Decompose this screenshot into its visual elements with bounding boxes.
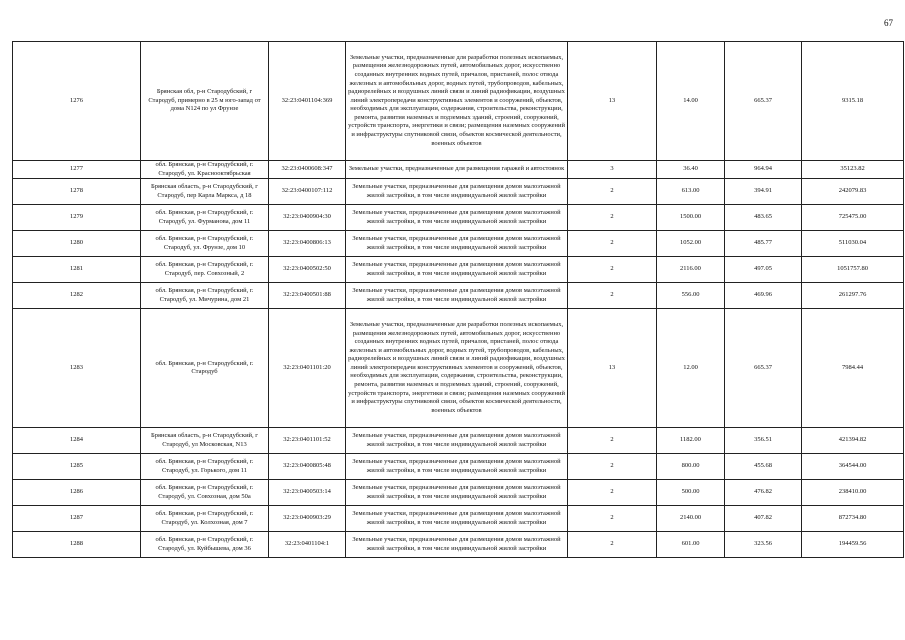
use-group-cell: 2: [568, 454, 657, 480]
land-use-cell: Земельные участки, предназначенные для размещения домов малоэтажной жилой застройки, в том числе индивидуальной жилой застройки: [346, 205, 568, 231]
cadastral-value-cell: 9315.18: [802, 42, 904, 161]
land-use-cell: Земельные участки, предназначенные для размещения домов малоэтажной жилой застройки, в том числе индивидуальной жилой застройки: [346, 532, 568, 558]
land-use-cell: Земельные участки, предназначенные для разработки полезных ископаемых, размещения железнодорожных путей, автомобильных дорог, искусственно созданных внутренних водных путей, причалов, пристаней, полос отвода железных и автомобильных дорог, водных путей, трубопроводов, кабельных, радиорелейных и воздушных линий связи и линий радиофикации, воздушных линий электропередачи конструктивных элементов и сооружений, объектов, необходимых для эксплуатации, содержания, строительства, реконструкции, ремонта, развития наземных и подземных зданий, строений, сооружений, устройств транспорта, энергетики и связи; размещения наземных сооружений и инфраструктуры спутниковой связи, объектов космической деятельности, военных объектов: [346, 42, 568, 161]
use-group-cell: 3: [568, 161, 657, 179]
cadastral-number-cell: 32:23:0400503:14: [269, 480, 346, 506]
area-cell: 800.00: [657, 454, 725, 480]
address-cell: обл. Брянская, р-н Стародубский, г. Стародуб, пер. Совхозный, 2: [141, 257, 269, 283]
cadastral-value-cell: 511030.04: [802, 231, 904, 257]
use-group-cell: 2: [568, 480, 657, 506]
address-cell: обл. Брянская, р-н Стародубский, г. Стародуб, ул. Горького, дом 11: [141, 454, 269, 480]
row-number: 1279: [13, 205, 141, 231]
use-group-cell: 2: [568, 283, 657, 309]
row-number: 1288: [13, 532, 141, 558]
cadastral-number-cell: 32:23:0401101:52: [269, 428, 346, 454]
specific-value-cell: 469.96: [725, 283, 802, 309]
cadastral-number-cell: 32:23:0401104:1: [269, 532, 346, 558]
address-cell: обл. Брянская, р-н Стародубский, г. Стародуб, ул. Колхозная, дом 7: [141, 506, 269, 532]
land-use-cell: Земельные участки, предназначенные для размещения гаражей и автостоянок: [346, 161, 568, 179]
use-group-cell: 2: [568, 231, 657, 257]
specific-value-cell: 356.51: [725, 428, 802, 454]
specific-value-cell: 407.82: [725, 506, 802, 532]
row-number: 1284: [13, 428, 141, 454]
cadastral-value-cell: 35123.82: [802, 161, 904, 179]
cadastral-number-cell: 32:23:0400903:29: [269, 506, 346, 532]
use-group-cell: 2: [568, 506, 657, 532]
land-use-cell: Земельные участки, предназначенные для размещения домов малоэтажной жилой застройки, в том числе индивидуальной жилой застройки: [346, 179, 568, 205]
row-number: 1281: [13, 257, 141, 283]
row-number: 1285: [13, 454, 141, 480]
specific-value-cell: 323.56: [725, 532, 802, 558]
row-number: 1282: [13, 283, 141, 309]
cadastral-number-cell: 32:23:0400501:88: [269, 283, 346, 309]
area-cell: 2140.00: [657, 506, 725, 532]
table-row: [13, 309, 904, 428]
table-row: [13, 42, 904, 161]
land-use-cell: Земельные участки, предназначенные для размещения домов малоэтажной жилой застройки, в том числе индивидуальной жилой застройки: [346, 257, 568, 283]
cadastral-number-cell: 32:23:0400904:30: [269, 205, 346, 231]
use-group-cell: 13: [568, 42, 657, 161]
land-use-cell: Земельные участки, предназначенные для размещения домов малоэтажной жилой застройки, в том числе индивидуальной жилой застройки: [346, 506, 568, 532]
area-cell: 36.40: [657, 161, 725, 179]
row-number: 1287: [13, 506, 141, 532]
land-use-cell: Земельные участки, предназначенные для размещения домов малоэтажной жилой застройки, в том числе индивидуальной жилой застройки: [346, 428, 568, 454]
table-row: [13, 179, 904, 205]
cadastral-value-cell: 261297.76: [802, 283, 904, 309]
area-cell: 1052.00: [657, 231, 725, 257]
cadastral-value-cell: 194459.56: [802, 532, 904, 558]
table-row: [13, 257, 904, 283]
area-cell: 14.00: [657, 42, 725, 161]
cadastral-value-cell: 872734.80: [802, 506, 904, 532]
table-row: [13, 506, 904, 532]
cadastral-number-cell: 32:23:0400806:13: [269, 231, 346, 257]
table-body: [13, 42, 904, 558]
land-use-cell: Земельные участки, предназначенные для размещения домов малоэтажной жилой застройки, в том числе индивидуальной жилой застройки: [346, 480, 568, 506]
specific-value-cell: 455.68: [725, 454, 802, 480]
specific-value-cell: 665.37: [725, 42, 802, 161]
cadastral-value-cell: 7984.44: [802, 309, 904, 428]
table-row: [13, 283, 904, 309]
cadastral-value-cell: 364544.00: [802, 454, 904, 480]
land-use-cell: Земельные участки, предназначенные для размещения домов малоэтажной жилой застройки, в том числе индивидуальной жилой застройки: [346, 283, 568, 309]
address-cell: Брянская обл, р-н Стародубский, г Стародуб, примерно в 25 м юго-запад от дома N124 по ул Фрунзе: [141, 42, 269, 161]
table-row: [13, 532, 904, 558]
row-number: 1278: [13, 179, 141, 205]
cadastral-number-cell: 32:23:0400608:347: [269, 161, 346, 179]
page-number: 67: [884, 18, 893, 28]
specific-value-cell: 483.65: [725, 205, 802, 231]
table-row: [13, 480, 904, 506]
use-group-cell: 13: [568, 309, 657, 428]
area-cell: 556.00: [657, 283, 725, 309]
specific-value-cell: 476.82: [725, 480, 802, 506]
cadastral-value-cell: 242079.83: [802, 179, 904, 205]
address-cell: обл. Брянская, р-н Стародубский, г. Стародуб, ул. Мичурина, дом 21: [141, 283, 269, 309]
use-group-cell: 2: [568, 257, 657, 283]
cadastral-number-cell: 32:23:0400107:112: [269, 179, 346, 205]
area-cell: 1182.00: [657, 428, 725, 454]
use-group-cell: 2: [568, 532, 657, 558]
specific-value-cell: 964.94: [725, 161, 802, 179]
cadastral-number-cell: 32:23:0400502:50: [269, 257, 346, 283]
row-number: 1283: [13, 309, 141, 428]
table-row: [13, 205, 904, 231]
specific-value-cell: 665.37: [725, 309, 802, 428]
address-cell: Брянская область, р-н Стародубский, г Стародуб, ул Московская, N13: [141, 428, 269, 454]
cadastral-value-cell: 1051757.80: [802, 257, 904, 283]
specific-value-cell: 394.91: [725, 179, 802, 205]
address-cell: Брянская область, р-н Стародубский, г Стародуб, пер Карла Маркса, д 18: [141, 179, 269, 205]
area-cell: 613.00: [657, 179, 725, 205]
area-cell: 12.00: [657, 309, 725, 428]
area-cell: 500.00: [657, 480, 725, 506]
row-number: 1276: [13, 42, 141, 161]
use-group-cell: 2: [568, 179, 657, 205]
row-number: 1280: [13, 231, 141, 257]
table-row: [13, 231, 904, 257]
address-cell: обл. Брянская, р-н Стародубский, г. Стародуб, ул. Фурманова, дом 11: [141, 205, 269, 231]
cadastral-value-cell: 238410.00: [802, 480, 904, 506]
address-cell: обл. Брянская, р-н Стародубский, г. Стародуб, ул. Красноoктябрьская: [141, 161, 269, 179]
row-number: 1277: [13, 161, 141, 179]
cadastral-value-cell: 725475.00: [802, 205, 904, 231]
use-group-cell: 2: [568, 205, 657, 231]
cadastral-value-cell: 421394.82: [802, 428, 904, 454]
land-use-cell: Земельные участки, предназначенные для размещения домов малоэтажной жилой застройки, в том числе индивидуальной жилой застройки: [346, 231, 568, 257]
specific-value-cell: 497.05: [725, 257, 802, 283]
table-row: [13, 428, 904, 454]
land-use-cell: Земельные участки, предназначенные для размещения домов малоэтажной жилой застройки, в том числе индивидуальной жилой застройки: [346, 454, 568, 480]
row-number: 1286: [13, 480, 141, 506]
land-use-cell: Земельные участки, предназначенные для разработки полезных ископаемых, размещения железнодорожных путей, автомобильных дорог, искусственно созданных внутренних водных путей, причалов, пристаней, полос отвода железных и автомобильных дорог, водных путей, трубопроводов, кабельных, радиорелейных и воздушных линий связи и линий радиофикации, воздушных линий электропередачи конструктивных элементов и сооружений, объектов, необходимых для эксплуатации, содержания, строительства, реконструкции, ремонта, развития наземных и подземных зданий, строений, сооружений, устройств транспорта, энергетики и связи; размещения наземных сооружений и инфраструктуры спутниковой связи, объектов космической деятельности, военных объектов: [346, 309, 568, 428]
area-cell: 1500.00: [657, 205, 725, 231]
address-cell: обл. Брянская, р-н Стародубский, г. Стародуб, ул. Совхозная, дом 50а: [141, 480, 269, 506]
specific-value-cell: 485.77: [725, 231, 802, 257]
cadastral-number-cell: 32:23:0400805:48: [269, 454, 346, 480]
area-cell: 601.00: [657, 532, 725, 558]
table-row: [13, 454, 904, 480]
area-cell: 2116.00: [657, 257, 725, 283]
address-cell: обл. Брянская, р-н Стародубский, г. Стародуб, ул. Фрунзе, дом 10: [141, 231, 269, 257]
address-cell: обл. Брянская, р-н Стародубский, г. Стародуб, ул. Куйбышева, дом 36: [141, 532, 269, 558]
table-row: [13, 161, 904, 179]
cadastral-number-cell: 32:23:0401101:20: [269, 309, 346, 428]
use-group-cell: 2: [568, 428, 657, 454]
land-registry-table: [12, 41, 904, 558]
cadastral-number-cell: 32:23:0401104:369: [269, 42, 346, 161]
address-cell: обл. Брянская, р-н Стародубский, г. Стародуб: [141, 309, 269, 428]
